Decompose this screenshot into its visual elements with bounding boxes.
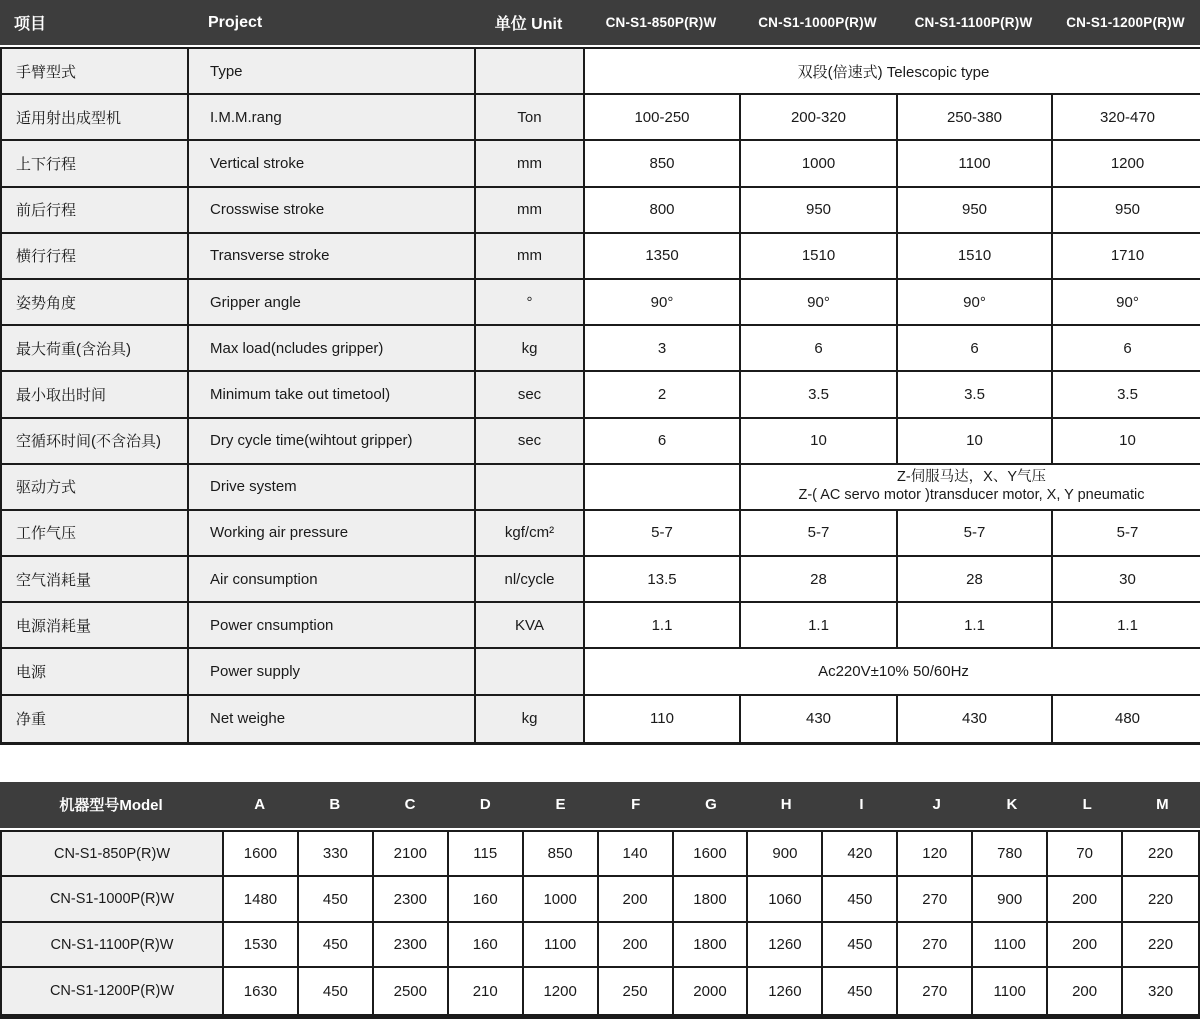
dim-value: 450 (823, 877, 898, 923)
spec-value: 5-7 (898, 511, 1053, 557)
dim-value: 2300 (374, 877, 449, 923)
spec-unit: nl/cycle (476, 557, 585, 603)
dim-value: 1480 (224, 877, 299, 923)
dim-value: 200 (1048, 923, 1123, 969)
dim-header-j: J (932, 796, 941, 814)
spec-value: 1510 (741, 234, 898, 280)
spec-value: 1.1 (898, 603, 1053, 649)
dim-value: 450 (299, 968, 374, 1014)
spec-label-en: Power supply (189, 649, 476, 695)
spec-type-span: 双段(倍速式) Telescopic type (585, 49, 1200, 95)
dim-value: 450 (823, 968, 898, 1014)
drive-system-cn-line: Z-伺服马达，X、Y气压 (896, 469, 1047, 486)
dim-value: 1100 (973, 968, 1048, 1014)
spec-label-en: Max load(ncludes gripper) (189, 326, 476, 372)
spec-value: 10 (1053, 419, 1200, 465)
spec-value: 90° (1053, 280, 1200, 326)
spec-value: 200-320 (741, 95, 898, 141)
spec-value-empty (585, 465, 741, 511)
spec-value: 3 (585, 326, 741, 372)
dim-value: 1000 (524, 877, 599, 923)
dim-value: 1100 (524, 923, 599, 969)
spec-unit: ° (476, 280, 585, 326)
spec-value: 800 (585, 188, 741, 234)
dim-value: 1600 (674, 832, 749, 878)
spec-value: 1200 (1053, 141, 1200, 187)
spec-header-model-1200: CN-S1-1200P(R)W (1066, 15, 1185, 30)
dim-value: 115 (449, 832, 524, 878)
dim-value: 140 (599, 832, 674, 878)
dim-header-g: G (705, 796, 717, 814)
dim-header-b: B (329, 796, 341, 814)
spec-value: 480 (1053, 696, 1200, 742)
spec-unit: mm (476, 188, 585, 234)
spec-table (0, 47, 1200, 745)
spec-value: 430 (741, 696, 898, 742)
dim-value: 200 (1048, 877, 1123, 923)
model-table (0, 830, 1200, 1019)
dim-value: 250 (599, 968, 674, 1014)
spec-label-cn: 电源消耗量 (2, 603, 189, 649)
spec-value: 3.5 (741, 372, 898, 418)
dim-value: 1800 (674, 923, 749, 969)
spec-value: 90° (898, 280, 1053, 326)
spec-value: 6 (585, 419, 741, 465)
spec-value: 5-7 (585, 511, 741, 557)
spec-label-cn: 电源 (2, 649, 189, 695)
dim-value: 70 (1048, 832, 1123, 878)
spec-value: 5-7 (1053, 511, 1200, 557)
dim-value: 2000 (674, 968, 749, 1014)
spec-unit (476, 465, 585, 511)
dim-value: 450 (299, 923, 374, 969)
spec-value: 3.5 (898, 372, 1053, 418)
dim-value: 220 (1123, 832, 1198, 878)
dim-value: 160 (449, 877, 524, 923)
spec-label-cn: 工作气压 (2, 511, 189, 557)
dim-value: 420 (823, 832, 898, 878)
spec-label-en: Dry cycle time(wihtout gripper) (189, 419, 476, 465)
dim-value: 270 (898, 923, 973, 969)
spec-label-en: Crosswise stroke (189, 188, 476, 234)
dim-header-a: A (254, 796, 266, 814)
dim-value: 900 (748, 832, 823, 878)
dim-value: 2300 (374, 923, 449, 969)
spec-label-cn: 姿势角度 (2, 280, 189, 326)
dim-header-h: H (780, 796, 792, 814)
spec-unit (476, 49, 585, 95)
spec-label-cn: 横行行程 (2, 234, 189, 280)
spec-label-cn: 适用射出成型机 (2, 95, 189, 141)
dim-value: 210 (449, 968, 524, 1014)
spec-value: 5-7 (741, 511, 898, 557)
spec-value: 100-250 (585, 95, 741, 141)
spec-unit: Ton (476, 95, 585, 141)
spec-unit: kgf/cm² (476, 511, 585, 557)
spec-value: 90° (741, 280, 898, 326)
spec-value: 1710 (1053, 234, 1200, 280)
spec-label-cn: 手臂型式 (2, 49, 189, 95)
dim-value: 200 (1048, 968, 1123, 1014)
dim-header-d: D (479, 796, 491, 814)
dim-value: 1060 (748, 877, 823, 923)
dim-value: 450 (823, 923, 898, 969)
spec-value: 1.1 (585, 603, 741, 649)
spec-label-en: I.M.M.rang (189, 95, 476, 141)
dim-value: 1200 (524, 968, 599, 1014)
spec-label-cn: 最小取出时间 (2, 372, 189, 418)
spec-header-model-1100: CN-S1-1100P(R)W (914, 15, 1033, 30)
dim-header-f: F (631, 796, 641, 814)
spec-value: 10 (898, 419, 1053, 465)
spec-header-model-1000: CN-S1-1000P(R)W (758, 15, 877, 30)
dim-value: 2100 (374, 832, 449, 878)
dim-value: 1100 (973, 923, 1048, 969)
dim-value: 850 (524, 832, 599, 878)
spec-value: 950 (741, 188, 898, 234)
spec-value: 3.5 (1053, 372, 1200, 418)
spec-value: 90° (585, 280, 741, 326)
spec-value: 110 (585, 696, 741, 742)
spec-value: 13.5 (585, 557, 741, 603)
spec-header-model-850: CN-S1-850P(R)W (605, 15, 717, 30)
spec-value: 6 (898, 326, 1053, 372)
spec-label-en: Gripper angle (189, 280, 476, 326)
spec-value: 850 (585, 141, 741, 187)
spec-label-cn: 最大荷重(含治具) (2, 326, 189, 372)
spec-label-en: Power cnsumption (189, 603, 476, 649)
spec-label-en: Working air pressure (189, 511, 476, 557)
dim-value: 1600 (224, 832, 299, 878)
dim-value: 1800 (674, 877, 749, 923)
dim-value: 270 (898, 877, 973, 923)
model-name: CN-S1-1200P(R)W (2, 968, 224, 1014)
spec-value: 1.1 (1053, 603, 1200, 649)
spec-label-en: Drive system (189, 465, 476, 511)
dim-value: 160 (449, 923, 524, 969)
model-name: CN-S1-1000P(R)W (2, 877, 224, 923)
dim-value: 200 (599, 877, 674, 923)
dim-value: 200 (599, 923, 674, 969)
spec-label-cn: 驱动方式 (2, 465, 189, 511)
spec-table-header (0, 0, 1200, 45)
dim-header-m: M (1156, 796, 1169, 814)
dim-value: 270 (898, 968, 973, 1014)
spec-value: 6 (741, 326, 898, 372)
spec-label-en: Vertical stroke (189, 141, 476, 187)
spec-unit: mm (476, 234, 585, 280)
spec-value: 6 (1053, 326, 1200, 372)
spec-label-en: Air consumption (189, 557, 476, 603)
dim-value: 1260 (748, 923, 823, 969)
spec-unit: mm (476, 141, 585, 187)
spec-value: 250-380 (898, 95, 1053, 141)
spec-unit: kg (476, 326, 585, 372)
spec-value: 1000 (741, 141, 898, 187)
spec-power-supply-span: Ac220V±10% 50/60Hz (585, 649, 1200, 695)
spec-label-cn: 空气消耗量 (2, 557, 189, 603)
dim-value: 330 (299, 832, 374, 878)
dim-header-k: K (1006, 796, 1018, 814)
spec-label-en: Transverse stroke (189, 234, 476, 280)
spec-header-project: Project (208, 13, 263, 31)
spec-label-en: Net weighe (189, 696, 476, 742)
spec-label-cn: 空循环时间(不含治具) (2, 419, 189, 465)
spec-value: 28 (898, 557, 1053, 603)
spec-header-unit: 单位 Unit (494, 16, 563, 33)
dim-value: 900 (973, 877, 1048, 923)
spec-label-cn: 净重 (2, 696, 189, 742)
spec-unit: sec (476, 372, 585, 418)
spec-label-en: Type (189, 49, 476, 95)
spec-header-item: 项目 (14, 16, 47, 33)
dim-value: 120 (898, 832, 973, 878)
model-name: CN-S1-1100P(R)W (2, 923, 224, 969)
dim-value: 220 (1123, 923, 1198, 969)
dim-value: 1630 (224, 968, 299, 1014)
spec-value: 950 (1053, 188, 1200, 234)
spec-value: 30 (1053, 557, 1200, 603)
dim-value: 450 (299, 877, 374, 923)
spec-drive-system-span (741, 465, 1200, 511)
spec-unit: sec (476, 419, 585, 465)
dim-value: 320 (1123, 968, 1198, 1014)
spec-value: 28 (741, 557, 898, 603)
drive-system-en-line: Z-( AC servo motor )transducer motor, X, Y pneumatic (798, 486, 1145, 503)
model-name: CN-S1-850P(R)W (2, 832, 224, 878)
spec-value: 1.1 (741, 603, 898, 649)
spec-value: 1100 (898, 141, 1053, 187)
spec-value: 1510 (898, 234, 1053, 280)
dim-header-c: C (404, 796, 416, 814)
dim-value: 780 (973, 832, 1048, 878)
dim-value: 1260 (748, 968, 823, 1014)
spec-label-cn: 前后行程 (2, 188, 189, 234)
dim-value: 220 (1123, 877, 1198, 923)
dim-value: 2500 (374, 968, 449, 1014)
model-table-header (0, 782, 1200, 828)
dim-value: 1530 (224, 923, 299, 969)
spec-value: 320-470 (1053, 95, 1200, 141)
spec-value: 950 (898, 188, 1053, 234)
model-header-label: 机器型号Model (59, 797, 163, 815)
spec-value: 1350 (585, 234, 741, 280)
spec-label-en: Minimum take out timetool) (189, 372, 476, 418)
dim-header-i: I (859, 796, 864, 814)
dim-header-e: E (555, 796, 566, 814)
spec-unit (476, 649, 585, 695)
spec-value: 10 (741, 419, 898, 465)
dim-header-l: L (1082, 796, 1092, 814)
spec-label-cn: 上下行程 (2, 141, 189, 187)
spec-value: 2 (585, 372, 741, 418)
spec-unit: KVA (476, 603, 585, 649)
spec-unit: kg (476, 696, 585, 742)
spec-value: 430 (898, 696, 1053, 742)
